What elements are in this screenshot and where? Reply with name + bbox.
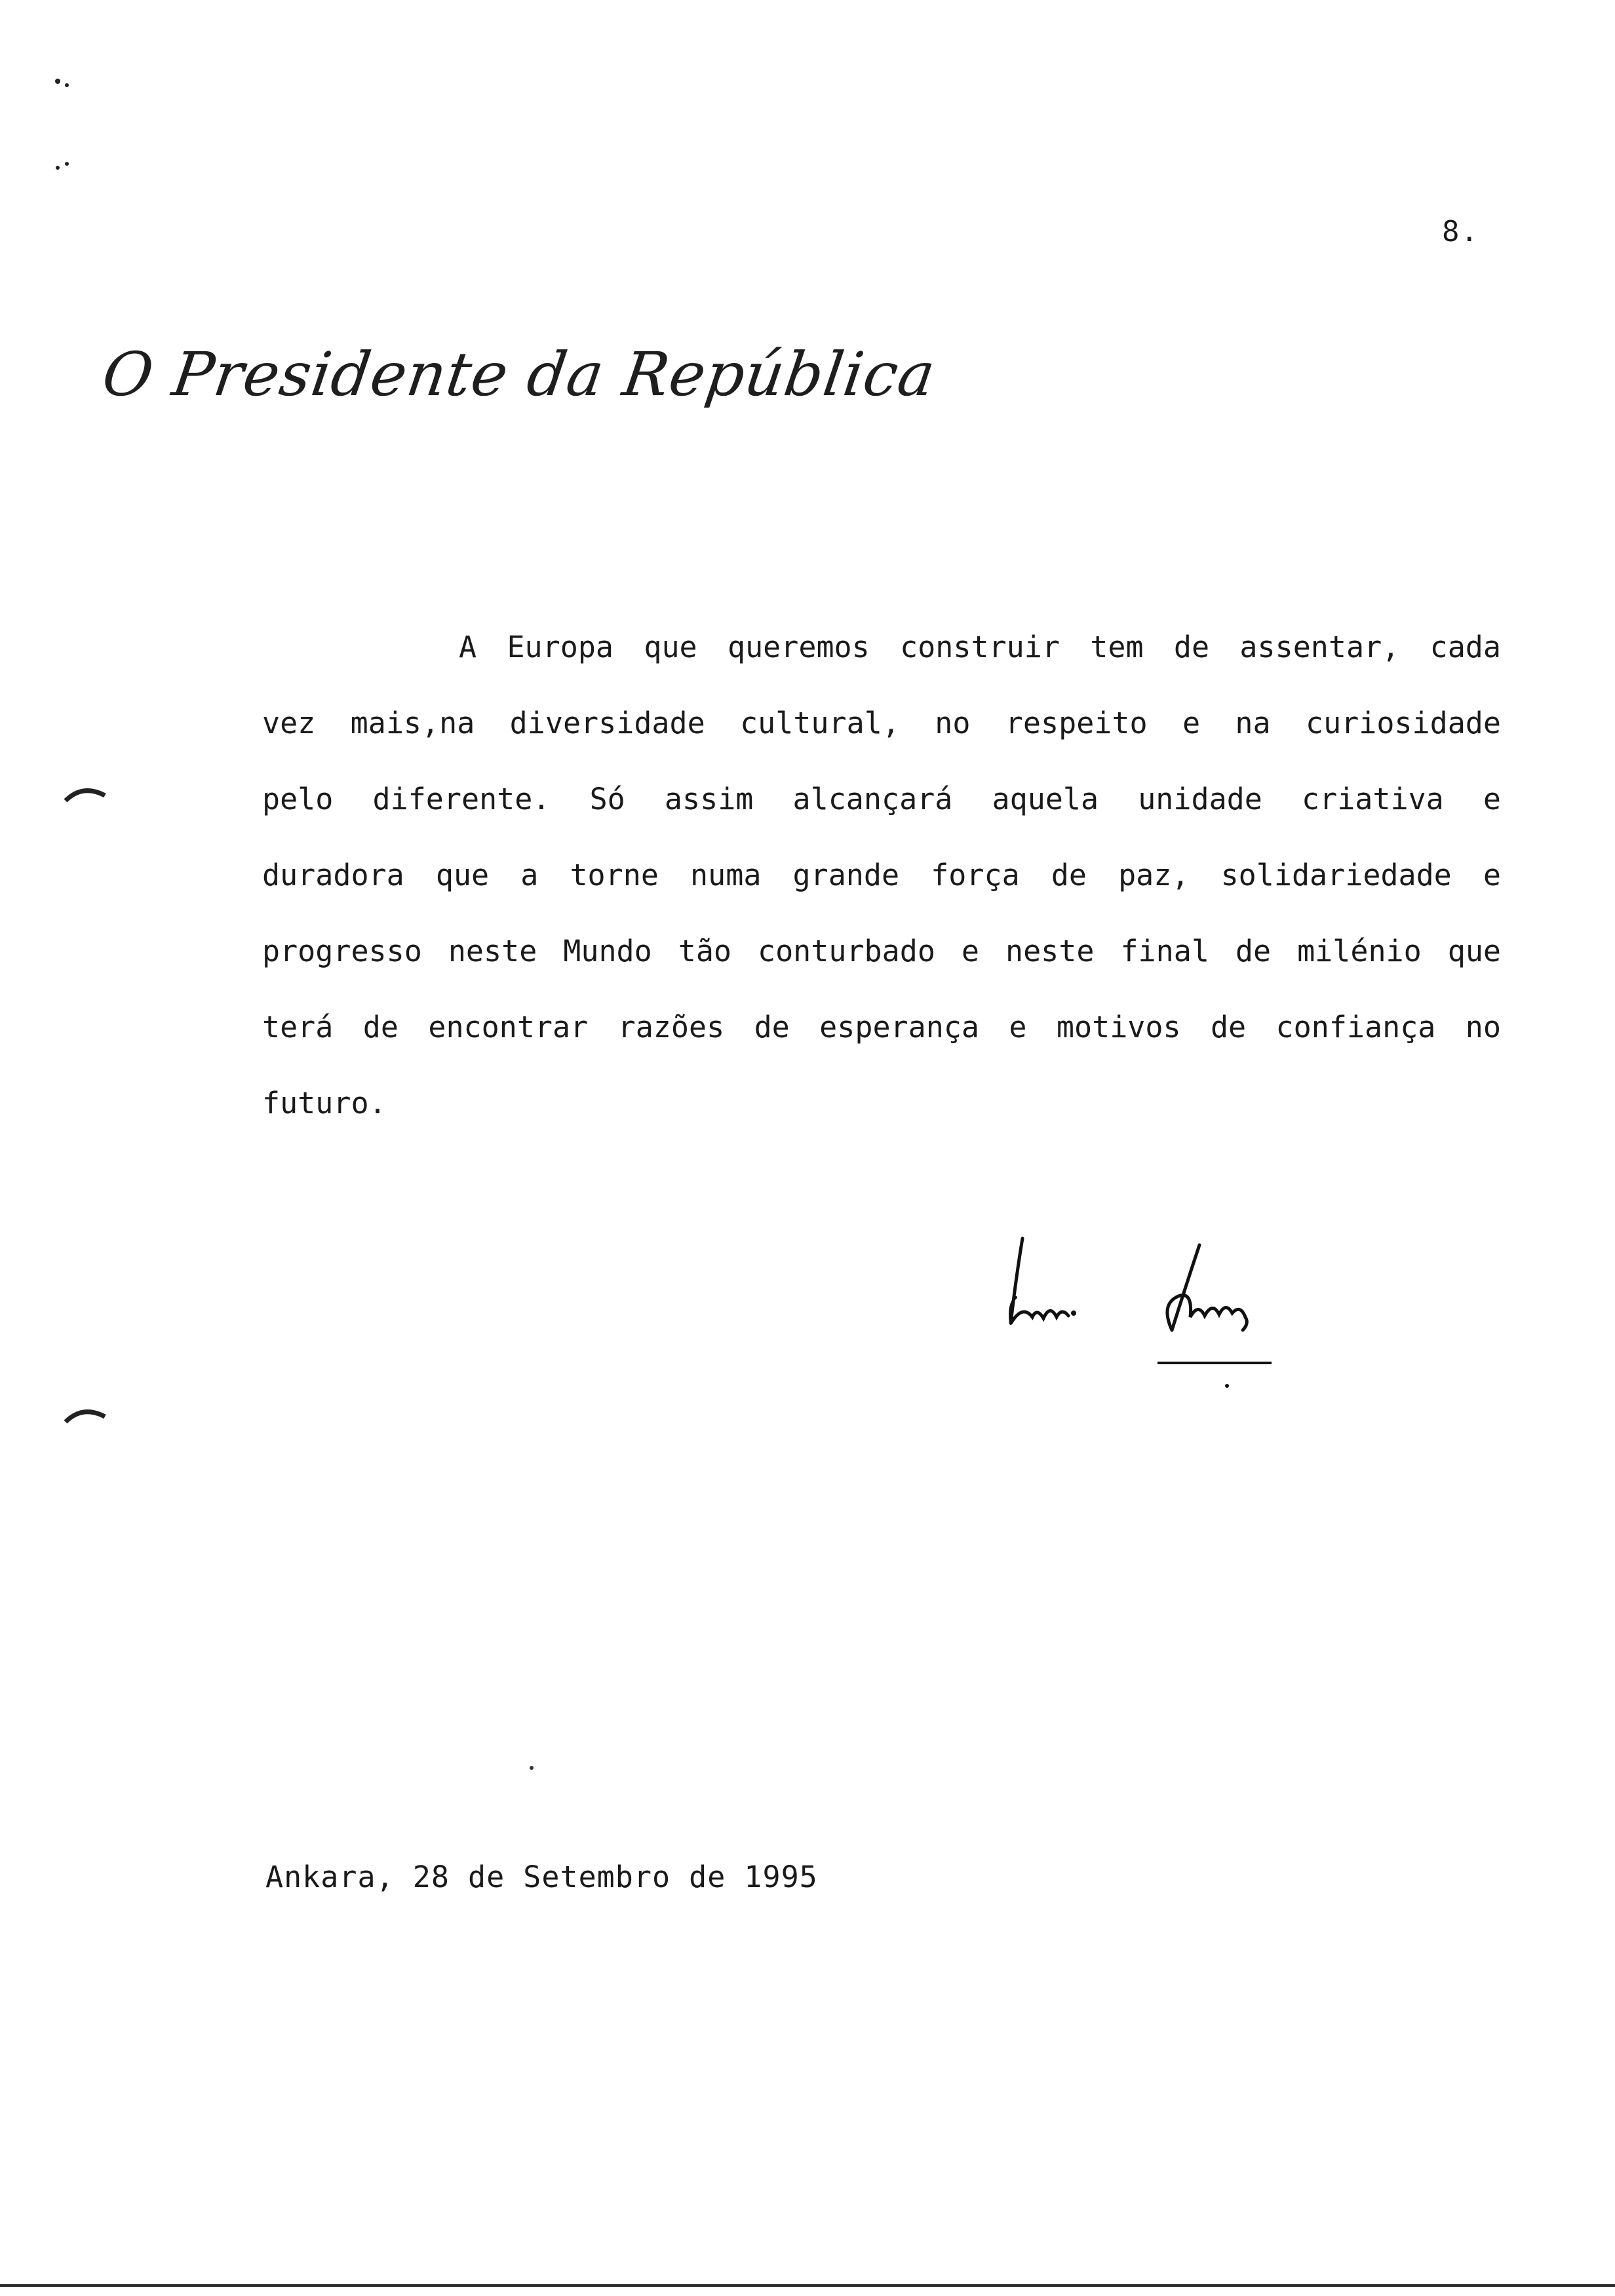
punch-hole-mark-bottom [63,1402,109,1428]
scan-dot-mark [52,72,79,177]
place-and-date: Ankara, 28 de Setembro de 1995 [265,1860,818,1894]
punch-hole-mark-top [63,781,109,807]
letterhead-title: O Presidente da República [98,339,940,410]
body-paragraph: A Europa que queremos construir tem de assentar, cada vez mais,na diversidade cultural, no respeito e na curiosidade pelo diferente. Só assim alcançará aquela unidade criativa e duradora que a torne numa grande força de paz, solidariedade e progresso neste Mundo tão conturbado e neste final de milénio que terá de encontrar razões de esperança e motivos de confiança no futuro. [262,630,1501,1120]
page-number: 8. [1442,215,1479,248]
letter-body [262,609,1501,1141]
signature-image [996,1225,1285,1389]
bottom-scan-edge [0,2284,1615,2287]
stray-dot-mark [528,1764,535,1772]
